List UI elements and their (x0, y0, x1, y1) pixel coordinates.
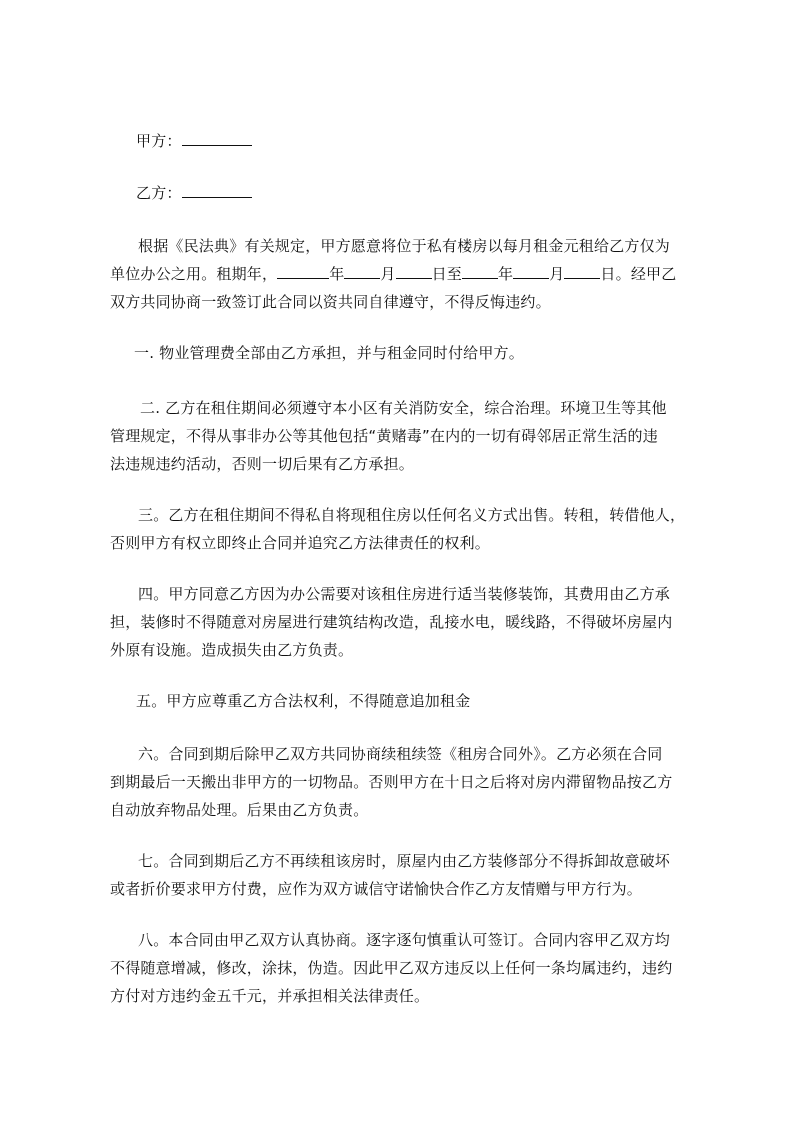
clause-8-line-1: 八。本合同由甲乙双方认真协商。逐字逐句慎重认可签订。合同内容甲乙双方均 (138, 931, 671, 949)
intro-blank-month-start (344, 264, 380, 279)
clause-4-line-3: 外原有设施。造成损失由乙方负责。 (110, 641, 354, 659)
party-b-line (136, 183, 736, 203)
clause-1-line-1: 一. 物业管理费全部由乙方承担，并与租金同时付给甲方。 (134, 344, 524, 362)
clause-6-line-2: 到期最后一天搬出非甲方的一切物品。否则甲方在十日之后将对房内滞留物品按乙方 (110, 773, 673, 791)
intro-blank-day-end (564, 264, 600, 279)
clause-4-line-1: 四。甲方同意乙方因为办公需要对该租住房进行适当装修装饰，其费用由乙方承 (138, 585, 671, 603)
clause-2-line-2: 管理规定，不得从事非办公等其他包括“黄赌毒”在内的一切有碍邻居正常生活的违 (110, 427, 658, 445)
clause-2-line-1: 二. 乙方在租住期间必须遵守本小区有关消防安全，综合治理。环境卫生等其他 (140, 399, 667, 417)
intro-line-1: 根据《民法典》有关规定，甲方愿意将位于私有楼房以每月租金元租给乙方仅为 (138, 237, 671, 255)
clause-6-line-3: 自动放弃物品处理。后果由乙方负责。 (110, 801, 369, 819)
clause-6-line-1: 六。合同到期后除甲乙双方共同协商续租续签《租房合同外》。乙方必须在合同 (138, 745, 663, 763)
clause-8-line-3: 方付对方违约金五千元，并承担相关法律责任。 (110, 987, 430, 1005)
party-a-label: 甲方： (136, 132, 182, 150)
party-b-label: 乙方： (136, 184, 182, 202)
intro-line-3: 双方共同协商一致签订此合同以资共同自律遵守，不得反悔违约。 (110, 293, 551, 311)
intro-blank-month-end (513, 264, 549, 279)
clause-4-line-2: 担，装修时不得随意对房屋进行建筑结构改造，乱接水电，暖线路，不得破坏房屋内 (110, 613, 673, 631)
intro-blank-year-end (462, 264, 498, 279)
clause-7-line-2: 或者折价要求甲方付费，应作为双方诚信守诺愉快合作乙方友情赠与甲方行为。 (110, 880, 643, 898)
clause-5-line-1: 五。甲方应尊重乙方合法权利，不得随意追加租金 (136, 692, 471, 710)
intro-line-2: 单位办公之用。租期年， 年 月 日至 年 月 日。经甲乙 (110, 265, 677, 283)
clause-2-line-3: 法违规违约活动，否则一切后果有乙方承担。 (110, 455, 415, 473)
intro-blank-day-start (396, 264, 432, 279)
clause-7-line-1: 七。合同到期后乙方不再续租该房时，原屋内由乙方装修部分不得拆卸故意破坏 (138, 852, 671, 870)
party-a-line (136, 131, 736, 151)
intro-blank-year-start (277, 264, 329, 279)
clause-8-line-2: 不得随意增减，修改，涂抹，伪造。因此甲乙双方违反以上任何一条均属违约，违约 (110, 959, 673, 977)
party-a-blank (182, 131, 252, 146)
party-b-blank (182, 183, 252, 198)
clause-3-line-1: 三。乙方在租住期间不得私自将现租住房以任何名义方式出售。转租，转借他人， (138, 506, 686, 524)
clause-3-line-2: 否则甲方有权立即终止合同并追究乙方法律责任的权利。 (110, 534, 491, 552)
